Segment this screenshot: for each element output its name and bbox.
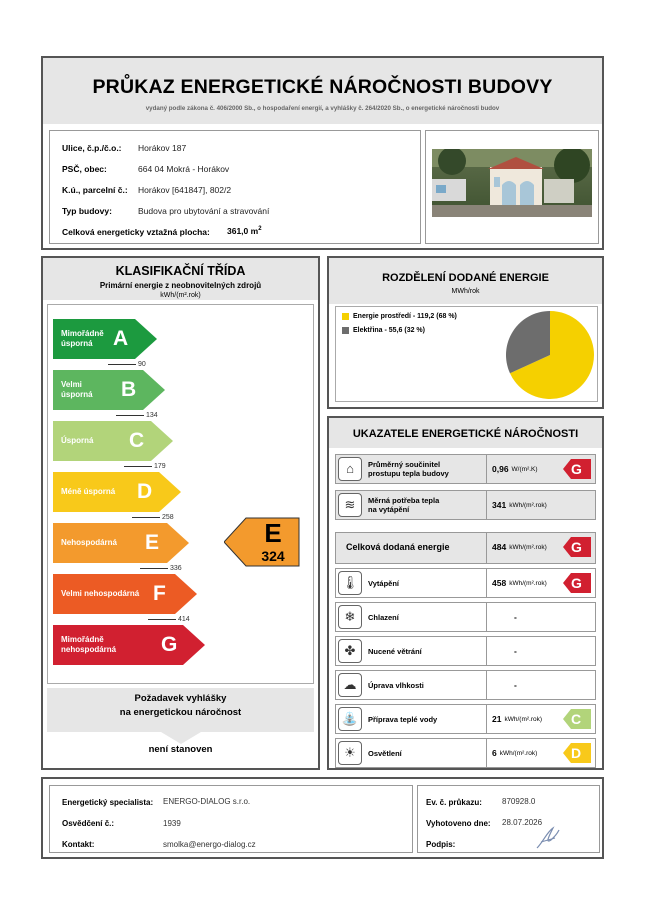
indicator-class-badge bbox=[563, 459, 591, 479]
cooling-icon: ❄ bbox=[338, 605, 362, 629]
classification-box bbox=[41, 256, 320, 770]
legend-swatch-environment bbox=[342, 313, 349, 320]
threshold-line bbox=[148, 619, 176, 620]
footer-left bbox=[49, 785, 413, 853]
issued-label: Vyhotoveno dne: bbox=[426, 819, 491, 828]
indicator-unit: kWh/(m².rok) bbox=[504, 715, 543, 723]
threshold-value: 336 bbox=[170, 565, 182, 572]
class-threshold bbox=[132, 514, 174, 521]
certificate-value: 1939 bbox=[163, 819, 181, 828]
indicator-value bbox=[514, 603, 517, 631]
indicator-row bbox=[335, 738, 596, 768]
indicator-value bbox=[492, 533, 547, 561]
threshold-line bbox=[140, 568, 168, 569]
indicator-number: 21 bbox=[492, 714, 502, 724]
class-bar-letter: A bbox=[113, 327, 129, 350]
class-bar-b bbox=[53, 370, 165, 410]
threshold-line bbox=[124, 466, 152, 467]
indicator-row bbox=[335, 568, 596, 598]
indicator-class-letter: G bbox=[571, 539, 582, 555]
indicator-class-letter: D bbox=[571, 745, 582, 761]
indicator-number: 0,96 bbox=[492, 464, 509, 474]
issued-value: 28.07.2026 bbox=[502, 818, 543, 827]
heat-need-icon: ≋ bbox=[338, 493, 362, 517]
class-threshold bbox=[124, 463, 166, 470]
indicator-class-badge bbox=[563, 709, 591, 729]
card-number-value: 870928.0 bbox=[502, 797, 536, 806]
indicator-row bbox=[335, 532, 596, 564]
class-bar-letter: D bbox=[137, 480, 153, 503]
building-info bbox=[49, 130, 421, 244]
indicator-number: 341 bbox=[492, 500, 507, 510]
class-bar-label: Mimořádně nehospodárná bbox=[61, 635, 117, 654]
area-value: 361,0 $m^2$ bbox=[227, 226, 262, 236]
indicator-class-letter: C bbox=[571, 711, 582, 727]
heating-icon: 🌡 bbox=[338, 571, 362, 595]
header-box bbox=[41, 56, 604, 250]
classification-scale bbox=[47, 304, 314, 684]
footer-right bbox=[417, 785, 600, 853]
distribution-panel bbox=[335, 306, 598, 402]
indicator-class-letter: G bbox=[571, 575, 582, 591]
indicator-divider bbox=[486, 455, 487, 483]
indicator-row bbox=[335, 670, 596, 700]
indicator-label: Úprava vlhkosti bbox=[368, 680, 424, 690]
indicator-divider bbox=[486, 739, 487, 767]
requirement-pointer bbox=[161, 732, 201, 744]
indicator-row bbox=[335, 454, 596, 484]
legend-item-environment: Energie prostředí - 119,2 (68 %) bbox=[342, 313, 457, 320]
indicator-label: Osvětlení bbox=[368, 748, 402, 758]
legend-swatch-electricity bbox=[342, 327, 349, 334]
indicator-unit: kWh/(m².rok) bbox=[509, 501, 547, 509]
classification-title: KLASIFIKAČNÍ TŘÍDA bbox=[115, 264, 246, 278]
class-bar-e bbox=[53, 523, 189, 563]
requirement-title-1: Požadavek vyhlášky bbox=[134, 693, 227, 704]
distribution-unit: MWh/rok bbox=[451, 288, 480, 295]
class-bar-letter: E bbox=[145, 531, 160, 554]
indicator-label: Vytápění bbox=[368, 578, 399, 588]
humidity-icon: ☁ bbox=[338, 673, 362, 697]
indicator-row bbox=[335, 490, 596, 520]
signature bbox=[533, 824, 563, 852]
indicator-number: - bbox=[514, 646, 517, 656]
class-bar-letter: G bbox=[161, 633, 178, 656]
street-label: Ulice, č.p./č.o.: bbox=[62, 143, 122, 153]
indicator-class-badge bbox=[563, 537, 591, 557]
indicator-row bbox=[335, 704, 596, 734]
indicator-label: Příprava teplé vody bbox=[368, 714, 438, 724]
class-bar-letter: C bbox=[129, 429, 145, 452]
indicator-label: Celková dodaná energie bbox=[346, 541, 450, 552]
ku-value: Horákov [641847], 802/2 bbox=[138, 185, 232, 195]
current-class-marker bbox=[224, 517, 300, 567]
class-bar-label: Úsporná bbox=[61, 436, 94, 445]
threshold-line bbox=[108, 364, 136, 365]
building-photo-frame bbox=[425, 130, 599, 244]
street-value: Horákov 187 bbox=[138, 143, 187, 153]
indicator-value bbox=[514, 671, 517, 699]
class-bar-label: Velmi nehospodárná bbox=[61, 589, 140, 598]
requirement-title-2: na energetickou náročnost bbox=[119, 707, 242, 718]
building-photo bbox=[432, 149, 592, 217]
threshold-value: 90 bbox=[138, 361, 146, 368]
class-bar-a bbox=[53, 319, 157, 359]
class-threshold bbox=[108, 361, 146, 368]
fan-icon: ✤ bbox=[338, 639, 362, 663]
hot-water-icon: ⛲ bbox=[338, 707, 362, 731]
distribution-box bbox=[327, 256, 604, 409]
threshold-value: 258 bbox=[162, 514, 174, 521]
type-label: Typ budovy: bbox=[62, 206, 112, 216]
indicator-number: 458 bbox=[492, 578, 507, 588]
threshold-value: 179 bbox=[154, 463, 166, 470]
specialist-label: Energetický specialista: bbox=[62, 798, 154, 807]
class-threshold bbox=[140, 565, 182, 572]
signature-label: Podpis: bbox=[426, 840, 456, 849]
indicator-row bbox=[335, 636, 596, 666]
indicator-value bbox=[492, 569, 547, 597]
indicator-divider bbox=[486, 705, 487, 733]
indicator-number: - bbox=[514, 612, 517, 622]
class-bar-label: Mimořádně úsporná bbox=[61, 329, 104, 348]
indicators-title: UKAZATELE ENERGETICKÉ NÁROČNOSTI bbox=[352, 428, 579, 440]
distribution-title: ROZDĚLENÍ DODANÉ ENERGIE bbox=[382, 272, 549, 284]
indicator-divider bbox=[486, 637, 487, 665]
indicator-value bbox=[514, 637, 517, 665]
indicator-class-badge bbox=[563, 743, 591, 763]
indicator-unit: kWh/(m².rok) bbox=[499, 749, 538, 757]
indicator-label: Měrná potřeba tepla na vytápění bbox=[368, 496, 440, 514]
current-class-value: 324 bbox=[261, 548, 285, 564]
indicator-class-letter: G bbox=[571, 461, 582, 477]
lighting-icon: ☀ bbox=[338, 741, 362, 765]
class-bar-label: Nehospodárná bbox=[61, 538, 118, 547]
requirement-value: není stanoven bbox=[148, 744, 213, 755]
indicator-divider bbox=[486, 491, 487, 519]
card-number-label: Ev. č. průkazu: bbox=[426, 798, 482, 807]
class-bar-letter: B bbox=[121, 378, 137, 401]
indicator-row bbox=[335, 602, 596, 632]
specialist-value: ENERGO-DIALOG s.r.o. bbox=[163, 797, 251, 806]
class-bar-letter: F bbox=[153, 582, 166, 605]
indicator-unit: W/(m².K) bbox=[511, 465, 538, 473]
indicator-value bbox=[492, 491, 547, 519]
certificate-label: Osvědčení č.: bbox=[62, 819, 115, 828]
indicator-label: Průměrný součinitel prostupu tepla budovy bbox=[368, 460, 449, 478]
class-bar-g bbox=[53, 625, 205, 665]
footer-box bbox=[41, 777, 604, 859]
class-bar-label: Velmi úsporná bbox=[61, 380, 93, 399]
classification-unit: kWh/(m².rok) bbox=[160, 292, 201, 299]
threshold-value: 414 bbox=[178, 616, 190, 623]
indicator-label: Nucené větrání bbox=[368, 646, 422, 656]
class-threshold bbox=[148, 616, 190, 623]
indicator-unit: kWh/(m².rok) bbox=[509, 579, 547, 587]
type-value: Budova pro ubytování a stravování bbox=[138, 206, 270, 216]
document-title: PRŮKAZ ENERGETICKÉ NÁROČNOSTI BUDOVY bbox=[92, 76, 553, 98]
indicator-value bbox=[492, 705, 542, 733]
indicator-number: 6 bbox=[492, 748, 497, 758]
energy-pie-chart bbox=[502, 307, 598, 403]
class-bar-f bbox=[53, 574, 197, 614]
indicators-box bbox=[327, 416, 604, 770]
house-icon: ⌂ bbox=[338, 457, 362, 481]
threshold-line bbox=[132, 517, 160, 518]
class-threshold bbox=[116, 412, 158, 419]
indicator-class-badge bbox=[563, 573, 591, 593]
class-bar-d bbox=[53, 472, 181, 512]
threshold-value: 134 bbox=[146, 412, 158, 419]
indicator-number: 484 bbox=[492, 542, 507, 552]
indicator-value bbox=[492, 739, 537, 767]
contact-label: Kontakt: bbox=[62, 840, 95, 849]
indicator-value bbox=[492, 455, 538, 483]
document-subtitle: vydaný podle zákona č. 406/2000 Sb., o hospodaření energií, a vyhlášky č. 264/2020 Sb., o energetické náročnosti budov bbox=[145, 105, 500, 112]
indicator-divider bbox=[486, 671, 487, 699]
class-bar-c bbox=[53, 421, 173, 461]
ku-label: K.ú., parcelní č.: bbox=[62, 185, 128, 195]
indicator-number: - bbox=[514, 680, 517, 690]
psc-label: PSČ, obec: bbox=[62, 164, 107, 174]
indicator-label: Chlazení bbox=[368, 612, 399, 622]
indicator-divider bbox=[486, 603, 487, 631]
area-label: Celková energeticky vztažná plocha: bbox=[62, 227, 210, 237]
contact-value[interactable]: smolka@energo-dialog.cz bbox=[163, 840, 256, 849]
indicator-divider bbox=[486, 533, 487, 563]
threshold-line bbox=[116, 415, 144, 416]
classification-subtitle: Primární energie z neobnovitelných zdrojů bbox=[99, 281, 262, 290]
legend-item-electricity: Elektřina - 55,6 (32 %) bbox=[342, 327, 425, 334]
current-class-letter: E bbox=[264, 518, 282, 548]
psc-value: 664 04 Mokrá - Horákov bbox=[138, 164, 230, 174]
indicator-unit: kWh/(m².rok) bbox=[509, 543, 547, 551]
indicator-divider bbox=[486, 569, 487, 597]
class-bar-label: Méně úsporná bbox=[61, 487, 116, 496]
